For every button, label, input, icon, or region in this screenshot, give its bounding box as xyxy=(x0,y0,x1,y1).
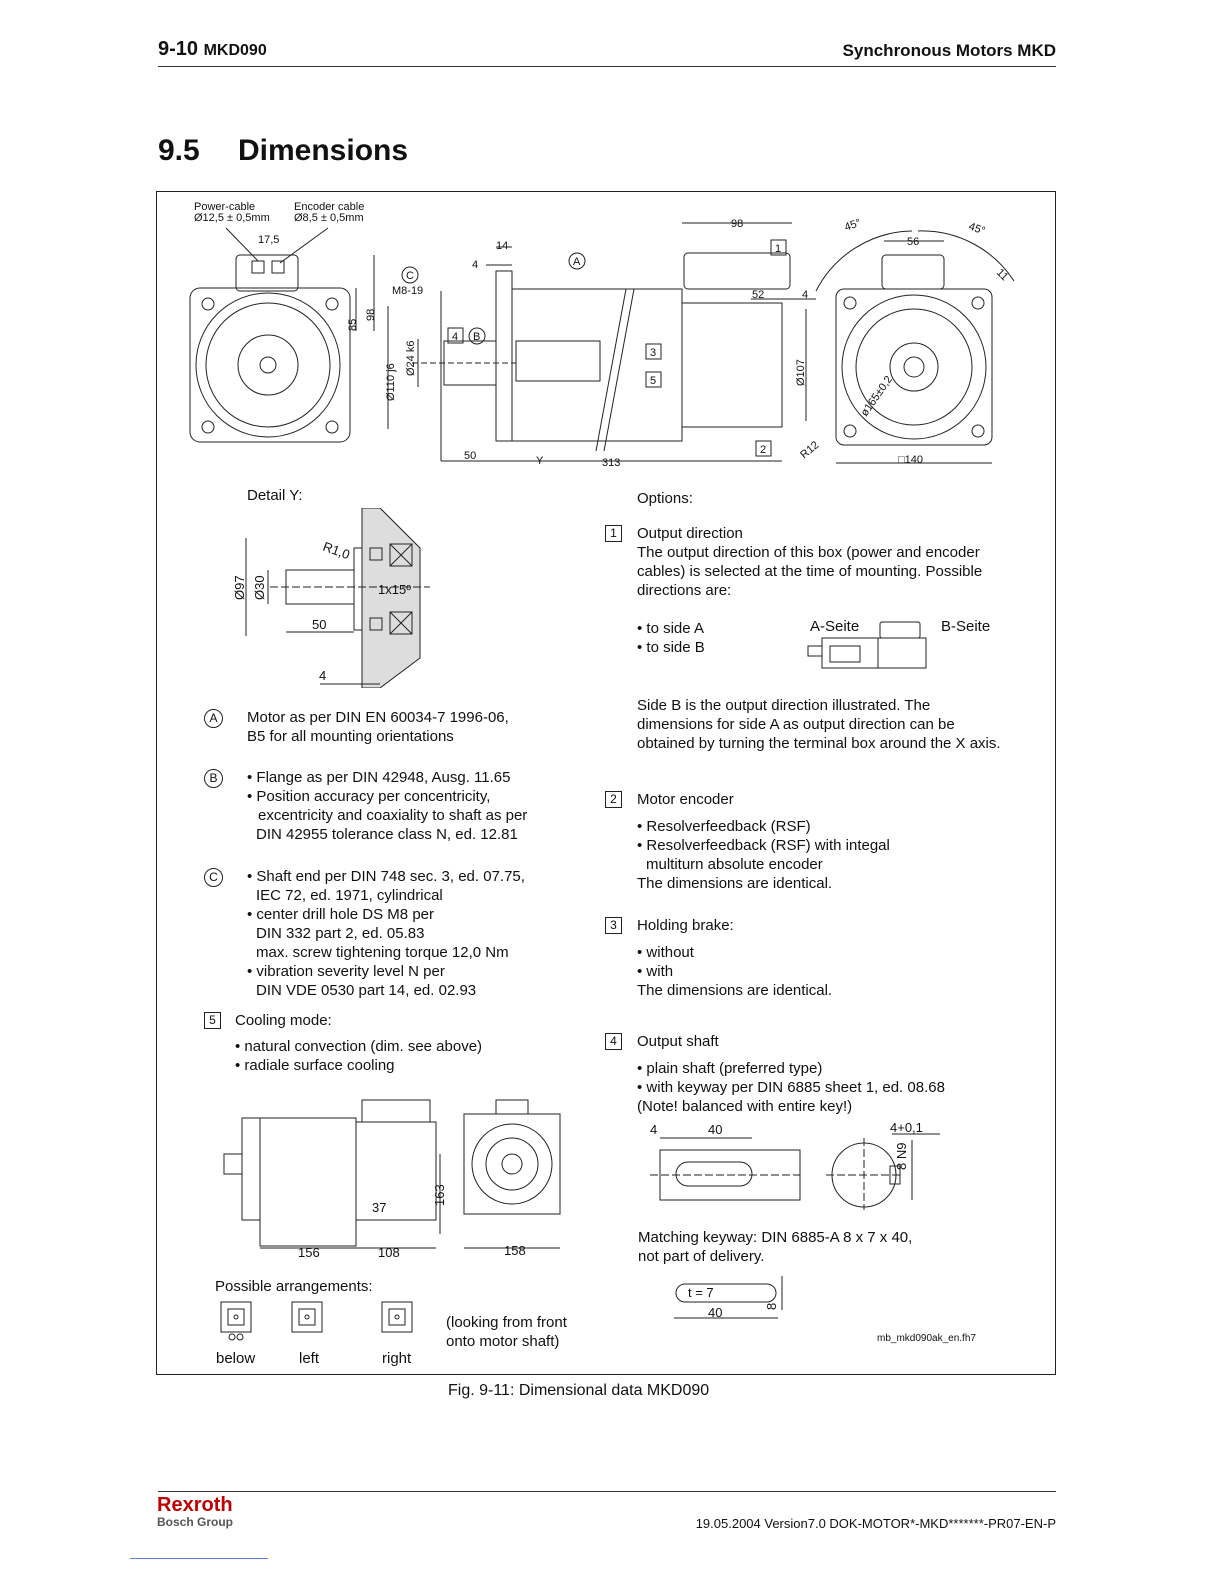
dim-165: ø165±0,2 xyxy=(858,373,896,419)
motor-dimension-drawing xyxy=(156,191,1056,481)
dim-98-top: 98 xyxy=(731,218,744,230)
page-number: 9-10 MKD090 xyxy=(158,38,267,60)
detail-y-d97: Ø97 xyxy=(232,575,247,600)
figure-caption: Fig. 9-11: Dimensional data MKD090 xyxy=(448,1382,710,1399)
dim-4-box: 4 xyxy=(802,289,809,301)
note-b-line: DIN 42955 tolerance class N, ed. 12.81 xyxy=(256,826,518,843)
side-b-label: B-Seite xyxy=(941,618,991,635)
option-1-text: The output direction of this box (power and encoder xyxy=(637,544,980,561)
detail-y-radius: R1,0 xyxy=(320,538,352,563)
cooling-title: Cooling mode: xyxy=(235,1012,332,1029)
dim-m8: M8-19 xyxy=(392,285,424,297)
power-cable-label: Power-cable xyxy=(194,201,256,213)
detail-y-d4: 4 xyxy=(319,668,327,683)
box-1: 1 xyxy=(775,243,782,255)
keyway-drawing xyxy=(640,1120,950,1210)
detail-y-chamfer: 1x15º xyxy=(378,582,411,597)
key-dim-8: 8 xyxy=(764,1302,779,1310)
label-b: B xyxy=(473,331,481,343)
cool-dim-158: 158 xyxy=(504,1243,526,1258)
note-c-line: • Shaft end per DIN 748 sec. 3, ed. 07.75, xyxy=(247,868,525,885)
matching-keyway: Matching keyway: DIN 6885-A 8 x 7 x 40, not part of delivery. xyxy=(638,1229,913,1265)
option-3-num: 3 xyxy=(605,917,622,934)
dim-50: 50 xyxy=(464,450,477,462)
key-dim-8n9: 8 N9 xyxy=(894,1142,909,1170)
dim-313: 313 xyxy=(602,457,621,469)
arrangement-below: below xyxy=(216,1350,256,1367)
note-c-line: IEC 72, ed. 1971, cylindrical xyxy=(256,887,443,904)
dim-107: Ø107 xyxy=(795,359,807,386)
label-a: A xyxy=(573,256,581,268)
key-dim-4: 4 xyxy=(650,1122,658,1137)
cooling-num: 5 xyxy=(204,1012,221,1029)
option-2-item: • Resolverfeedback (RSF) xyxy=(637,818,811,835)
note-a-mark: A xyxy=(204,709,223,728)
option-1-text: cables) is selected at the time of mounting. Possible xyxy=(637,563,983,580)
dim-52: 52 xyxy=(752,289,765,301)
note-c-line: • vibration severity level N per xyxy=(247,963,445,980)
option-1-text: directions are: xyxy=(637,582,732,599)
box-3: 3 xyxy=(650,347,657,359)
dim-r12: R12 xyxy=(798,439,822,462)
dim-11: 11 xyxy=(993,266,1011,284)
cooling-item: • natural convection (dim. see above) xyxy=(235,1038,483,1055)
option-1 xyxy=(605,524,1035,600)
box-4: 4 xyxy=(452,331,459,343)
arrangements-title: Possible arrangements: xyxy=(215,1278,373,1295)
power-cable-dim: Ø12,5 ± 0,5mm xyxy=(194,212,270,224)
note-a-line: Motor as per DIN EN 60034-7 1996-06, xyxy=(247,709,509,726)
cooling-item: • radiale surface cooling xyxy=(235,1057,395,1074)
note-b-mark: B xyxy=(204,769,223,788)
cool-dim-163: 163 xyxy=(432,1184,447,1206)
note-a-line: B5 for all mounting orientations xyxy=(247,728,454,745)
option-2 xyxy=(605,790,890,893)
note-c-line: DIN 332 part 2, ed. 05.83 xyxy=(256,925,425,942)
note-c-line: DIN VDE 0530 part 14, ed. 02.93 xyxy=(256,982,477,999)
key-dim-40b: 40 xyxy=(708,1305,723,1320)
box-2: 2 xyxy=(760,444,767,456)
options-title: Options: xyxy=(637,490,693,507)
detail-y-marker: Y xyxy=(536,455,544,467)
note-b xyxy=(204,768,527,844)
option-2-num: 2 xyxy=(605,791,622,808)
note-b-line: • Flange as per DIN 42948, Ausg. 11.65 xyxy=(247,769,511,786)
detail-y-drawing xyxy=(230,508,440,688)
option-3 xyxy=(605,916,832,1000)
cooling-mode xyxy=(204,1011,482,1075)
document-id: 19.05.2004 Version7.0 DOK-MOTOR*-MKD*******-PR07-EN-P xyxy=(695,1516,1056,1531)
dim-45-left: 45° xyxy=(842,216,863,234)
note-b-line: excentricity and coaxiality to shaft as per xyxy=(258,807,528,824)
key-t7: t = 7 xyxy=(688,1285,714,1300)
option-1-after: Side B is the output direction illustrated. The dimensions for side A as output direction can be obtained by turning the terminal box around the X axis. xyxy=(637,697,1001,752)
option-4-item: (Note! balanced with entire key!) xyxy=(637,1098,853,1115)
option-2-title: Motor encoder xyxy=(637,791,734,808)
dim-24: Ø24 k6 xyxy=(405,340,417,376)
dim-140: □140 xyxy=(898,454,923,466)
encoder-cable-label: Encoder cable xyxy=(294,201,365,213)
drawing-reference: mb_mkd090ak_en.fh7 xyxy=(877,1333,976,1344)
dim-56: 56 xyxy=(907,236,920,248)
box-5: 5 xyxy=(650,375,657,387)
option-1-num: 1 xyxy=(605,525,622,542)
arrangement-left: left xyxy=(299,1350,320,1367)
option-2-after: The dimensions are identical. xyxy=(637,875,833,892)
dim-14: 14 xyxy=(496,240,509,252)
key-dim-40: 40 xyxy=(708,1122,723,1137)
note-c-mark: C xyxy=(204,868,223,887)
note-c-line: • center drill hole DS M8 per xyxy=(247,906,434,923)
detail-y-title: Detail Y: xyxy=(247,487,303,504)
detail-y-d50: 50 xyxy=(312,617,327,632)
dim-98-left: 98 xyxy=(365,308,377,321)
link-underline xyxy=(130,1558,268,1559)
label-c: C xyxy=(406,270,414,282)
arrangement-note: (looking from front onto motor shaft) xyxy=(446,1314,567,1350)
option-1-items xyxy=(637,619,705,657)
dim-45-right: 45° xyxy=(966,220,987,238)
section-title: 9.5 Dimensions xyxy=(158,134,409,167)
header-rule xyxy=(158,66,1056,67)
side-a-label: A-Seite xyxy=(810,618,860,635)
option-4-num: 4 xyxy=(605,1033,622,1050)
side-motor-icon xyxy=(806,620,936,676)
option-4-title: Output shaft xyxy=(637,1033,719,1050)
model-name: MKD090 xyxy=(203,42,267,59)
option-2-item: multiturn absolute encoder xyxy=(646,856,823,873)
option-3-after: The dimensions are identical. xyxy=(637,982,833,999)
note-b-line: • Position accuracy per concentricity, xyxy=(247,788,491,805)
option-3-item: • without xyxy=(637,944,694,961)
dim-110: Ø110 j6 xyxy=(385,363,397,401)
option-1-item: • to side B xyxy=(637,639,705,656)
option-4 xyxy=(605,1032,945,1116)
option-1-item: • to side A xyxy=(637,620,704,637)
dim-85: 85 xyxy=(347,318,359,331)
cool-dim-108: 108 xyxy=(378,1245,400,1260)
note-a xyxy=(204,708,509,746)
option-4-item: • plain shaft (preferred type) xyxy=(637,1060,823,1077)
option-3-title: Holding brake: xyxy=(637,917,734,934)
arrangement-icons xyxy=(218,1300,418,1346)
arrangement-right: right xyxy=(382,1350,412,1367)
option-2-item: • Resolverfeedback (RSF) with integal xyxy=(637,837,890,854)
footer-rule xyxy=(158,1491,1056,1492)
option-3-item: • with xyxy=(637,963,674,980)
dim-4-flange: 4 xyxy=(472,259,479,271)
encoder-cable-dim: Ø8,5 ± 0,5mm xyxy=(294,212,364,224)
rexroth-logo: Rexroth xyxy=(157,1494,233,1516)
chapter-title: Synchronous Motors MKD xyxy=(842,41,1056,60)
note-c-line: max. screw tightening torque 12,0 Nm xyxy=(256,944,509,961)
bosch-group: Bosch Group xyxy=(157,1515,234,1529)
dim-17-5: 17,5 xyxy=(258,234,280,246)
cool-dim-37: 37 xyxy=(372,1200,387,1215)
option-1-title: Output direction xyxy=(637,525,743,542)
note-c xyxy=(204,867,525,1000)
option-4-item: • with keyway per DIN 6885 sheet 1, ed. 08.68 xyxy=(637,1079,945,1096)
key-dim-4-01: 4+0,1 xyxy=(890,1120,923,1135)
detail-y-d30: Ø30 xyxy=(252,575,267,600)
key-drawing xyxy=(670,1270,800,1326)
cool-dim-156: 156 xyxy=(298,1245,320,1260)
cooling-drawing xyxy=(220,1094,580,1264)
